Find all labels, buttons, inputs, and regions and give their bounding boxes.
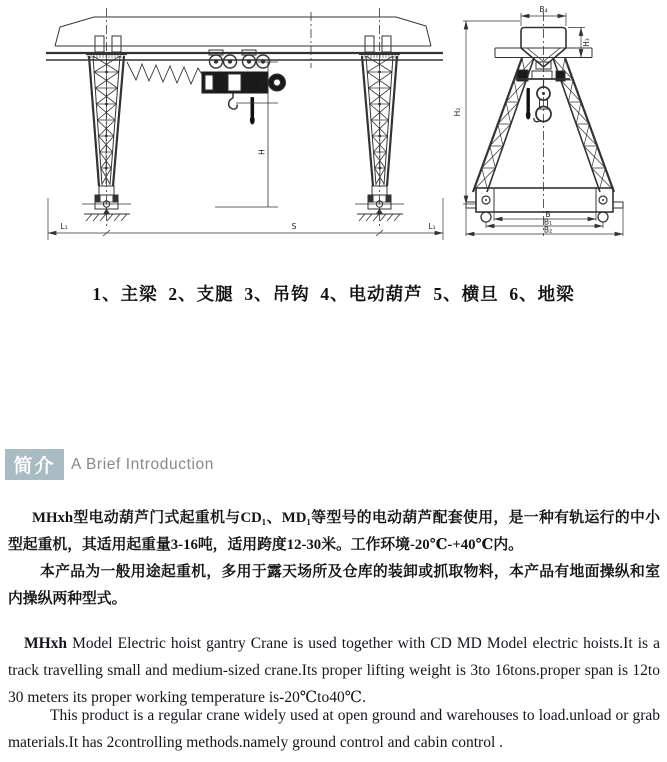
front-view-drawing <box>46 8 443 240</box>
hook <box>229 98 238 109</box>
parts-caption: 1、主梁 2、支腿 3、吊钩 4、电动葫芦 5、横旦 6、地梁 <box>92 284 575 304</box>
intro-section-header <box>5 449 214 480</box>
crane-diagram-svg <box>0 0 667 270</box>
side-view-dimensions <box>463 13 623 236</box>
dim-label-l1-left: L₁ <box>60 222 68 231</box>
dim-label-l1-right: L₁ <box>428 222 436 231</box>
right-support-leg <box>355 36 404 221</box>
dim-label-h1: H1 <box>257 78 267 90</box>
dim-label-h: H <box>257 149 267 155</box>
side-view-drawing <box>453 5 623 236</box>
dim-label-b2: B₂ <box>543 225 553 235</box>
dim-label-b4: B₄ <box>539 5 548 14</box>
festoon-cable <box>127 62 207 84</box>
dim-label-b1: B₁ <box>543 217 553 227</box>
crane-diagrams <box>0 0 667 270</box>
hoist-hook-assembly <box>516 62 570 122</box>
dim-label-h2: H₂ <box>453 107 462 117</box>
en-paragraph-2: This product is a regular crane widely used at open ground and warehouses to load.unload or grab materials.It has 2controlling methods.namely ground control and cabin control . <box>8 707 660 751</box>
dim-label-h3: H₃ <box>582 38 591 47</box>
cn-paragraph-2: 本产品为一般用途起重机，多用于露天场所及仓库的装卸或抓取物料，本产品有地面操纵和室内操纵两种型式。 <box>8 564 660 607</box>
electric-hoist-trolley <box>202 50 286 125</box>
cn-paragraph-1: MHxh型电动葫芦门式起重机与CD₁、MD₁等型号的电动葫芦配套使用，是一种有轨运行的中小型起重机，其适用起重量3-16吨，适用跨度12-30米。工作环境-20℃-+40℃内。 <box>8 510 660 553</box>
dim-label-span: S <box>291 222 297 231</box>
en-paragraph-1-body: Model Electric hoist gantry Crane is used together with CD MD Model electric hoists.It is a track travelling small and medium-sized crane.Its proper lifting weight is 3to 16tons.proper span is 12to 30 meters its proper working temperature is-20℃to40℃. <box>8 635 660 706</box>
dim-label-b: B <box>545 210 551 219</box>
left-support-leg <box>82 36 131 221</box>
en-paragraph-1-lead: MHxh <box>24 635 68 652</box>
intro-badge: 简介 <box>5 449 64 480</box>
en-paragraph-1 <box>8 630 660 711</box>
main-girder <box>55 17 431 46</box>
intro-heading: A Brief Introduction <box>71 455 214 473</box>
